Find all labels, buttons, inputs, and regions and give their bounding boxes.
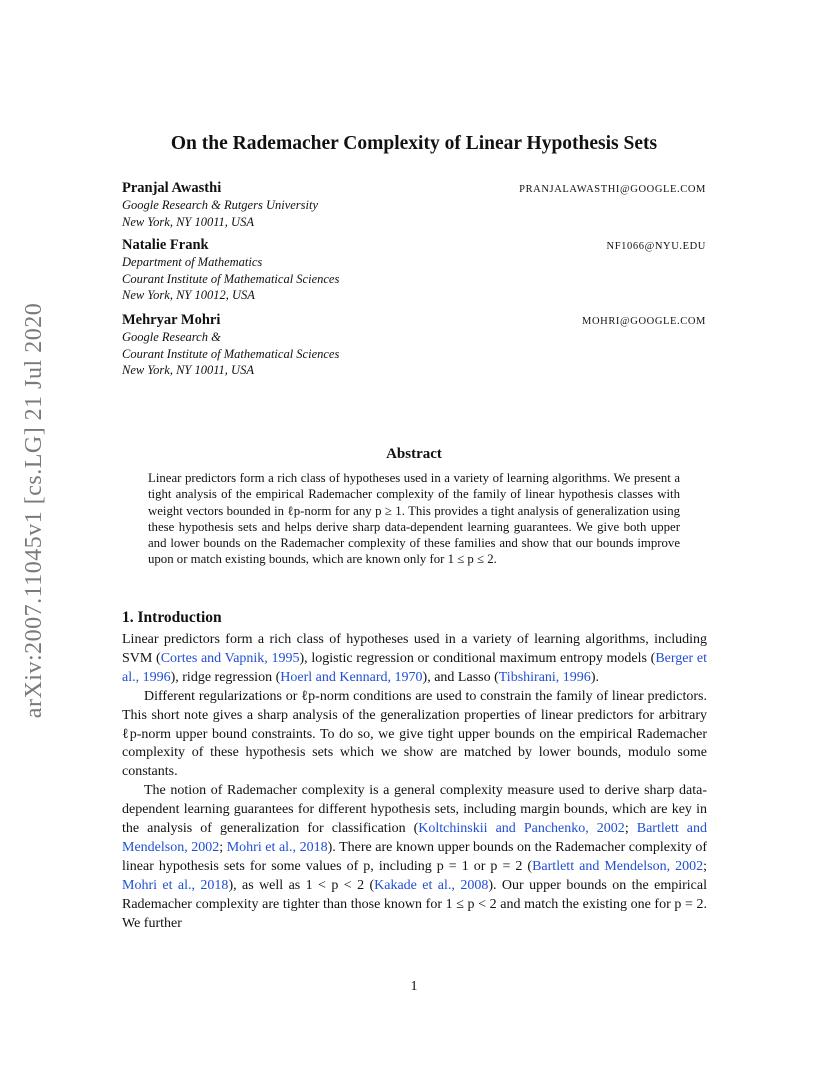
author-affiliation-line: New York, NY 10012, USA: [122, 288, 255, 302]
text-run: ;: [624, 821, 637, 837]
author-affiliation-line: Courant Institute of Mathematical Sciences: [122, 346, 340, 361]
page-number: 1: [410, 979, 418, 994]
author-email[interactable]: MOHRI@GOOGLE.COM: [582, 316, 706, 327]
text-run: ;: [703, 858, 707, 874]
author-affiliation-line: Department of Mathematics: [122, 255, 263, 269]
paragraph-1: [122, 631, 707, 688]
author-name: Natalie Frank: [122, 237, 209, 253]
citation-link[interactable]: Bartlett and Mendelson, 2002: [532, 858, 704, 874]
author-name: Pranjal Awasthi: [122, 180, 222, 196]
author-block-2: [122, 237, 706, 304]
text-run: ). There are known upper bounds on the Rademacher complexity of linear hypothesis sets for some values of p, including p = 1 or p = 2 (: [122, 839, 707, 874]
paper-title: On the Rademacher Complexity of Linear Hypothesis Sets: [170, 133, 658, 154]
text-run: ). Our upper bounds on the empirical Rademacher complexity are tighter than those known for 1 ≤ p < 2 and match the existing one for p = 2. We further: [122, 877, 707, 931]
section-body: [122, 631, 707, 934]
author-affiliation-line: New York, NY 10011, USA: [122, 214, 254, 229]
citation-link[interactable]: Koltchinskii and Panchenko, 2002: [418, 821, 625, 837]
text-run: ;: [219, 839, 227, 855]
arxiv-stamp: [18, 295, 52, 725]
citation-link[interactable]: Tibshirani, 1996: [498, 669, 591, 685]
abstract-text: Linear predictors form a rich class of hypotheses used in a variety of learning algorithms. We present a tight analysis of the empirical Rademacher complexity of the family of linear hypothesis classes with weight vectors bounded in ℓp-norm for any p ≥ 1. This provides a tight analysis of generalization using these hypothesis sets and helps derive sharp data-dependent learning guarantees. We give both upper and lower bounds on the Rademacher complexity of these families and show that our bounds improve upon or match existing bounds, which are known only for 1 ≤ p ≤ 2.: [148, 471, 680, 567]
paragraph-2: Different regularizations or ℓp-norm conditions are used to constrain the family of linear predictors. This short note gives a sharp analysis of the generalization properties of linear predictors for arbitrary ℓp-norm upper bound constraints. To do so, we give tight upper bounds on the empirical Rademacher complexity of these hypothesis sets which we show are matched by lower bounds, modulo some constants.: [122, 688, 707, 780]
text-run: Linear predictors form a rich class of hypotheses used in a variety of learning algorithms, including SVM (: [122, 632, 707, 666]
text-run: The notion of Rademacher complexity is a general complexity measure used to derive sharp data-dependent learning guarantees for different hypothesis sets, including margin bounds, which are key in the analysis of generalization for classification (: [122, 783, 707, 837]
text-run: ).: [590, 669, 599, 685]
author-email[interactable]: PRANJALAWASTHI@GOOGLE.COM: [519, 184, 706, 195]
text-run: ), as well as 1 < p < 2 (: [228, 877, 375, 893]
citation-link[interactable]: Kakade et al., 2008: [374, 877, 489, 893]
citation-link[interactable]: Cortes and Vapnik, 1995: [160, 650, 300, 666]
citation-link[interactable]: Mohri et al., 2018: [122, 877, 229, 893]
text-run: ), logistic regression or conditional maximum entropy models (: [299, 650, 656, 666]
citation-link[interactable]: Mohri et al., 2018: [226, 839, 328, 855]
paragraph-3: [122, 782, 707, 933]
arxiv-stamp-text: arXiv:2007.11045v1 [cs.LG] 21 Jul 2020: [21, 302, 48, 718]
citation-link[interactable]: Berger et al., 1996: [122, 650, 707, 685]
section-heading: 1. Introduction: [122, 609, 222, 626]
author-email[interactable]: NF1066@NYU.EDU: [606, 241, 706, 252]
author-block-3: [122, 312, 706, 379]
author-block-1: [122, 180, 706, 230]
author-affiliation-line: Google Research &: [122, 330, 221, 344]
citation-link[interactable]: Bartlett and Mendelson, 2002: [122, 821, 707, 855]
author-affiliation-line: Courant Institute of Mathematical Sciences: [122, 271, 340, 286]
abstract-heading: Abstract: [386, 446, 442, 462]
text-run: ), ridge regression (: [170, 669, 281, 685]
citation-link[interactable]: Hoerl and Kennard, 1970: [280, 669, 423, 685]
author-affiliation-line: New York, NY 10011, USA: [122, 363, 254, 377]
text-run: ), and Lasso (: [422, 669, 499, 685]
author-affiliation-line: Google Research & Rutgers University: [122, 198, 319, 212]
author-name: Mehryar Mohri: [122, 312, 221, 328]
